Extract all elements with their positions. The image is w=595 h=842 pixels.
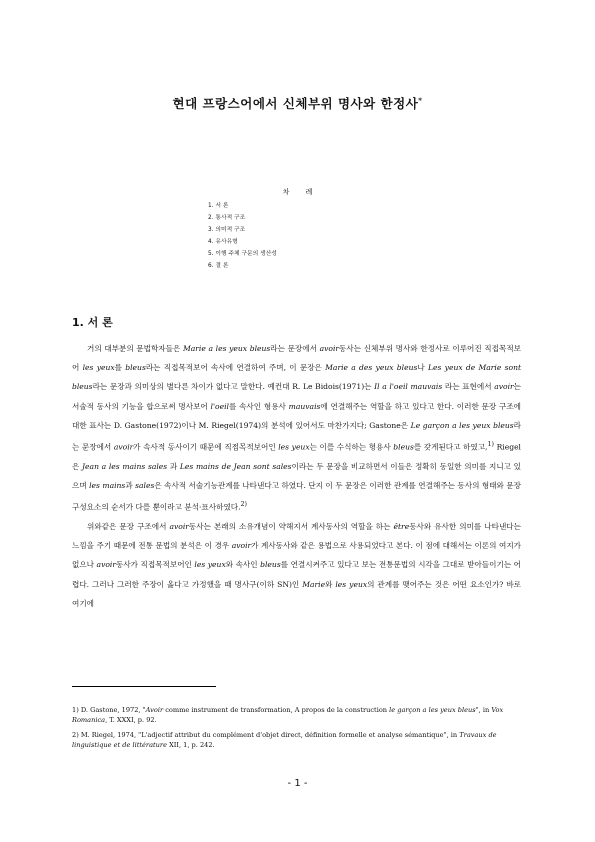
toc-item: 5. 이행 주체 구문의 생산성 [208, 251, 277, 258]
paper-title: 현대 프랑스어에서 신체부위 명사와 한정사* [172, 95, 423, 111]
toc-heading: 차 례 [282, 188, 313, 196]
toc-item: 4. 유사유형 [208, 239, 238, 246]
paragraph-2: 위와같은 문장 구조에서 avoir동사는 본래의 소유개념이 약해지서 계사동사의 역할을 하는 être동사와 유사한 의미를 나타낸다는 느낌을 주기 때문에 전통 문법의 분석은 이 경우 avoir가 계사동사와 같은 용법으로 사용되었다고 본다. 이 점에 대해서는 이론의 여지가 없으나 avoir동사가 직접목적보어인 les yeux와 속사인 bleus를 연결시켜주고 있다고 보는 전통문법의 시각을 그대로 받아들이기는 어렵다. 그러나 그러한 주장이 옳다고 가정했을 때 명사구(이하 SN)인 Marie와 les yeux의 관계를 맺어주는 것은 어떤 요소인가? 바로 여기에 [72, 521, 522, 608]
footnote-ref: 1) [487, 441, 494, 449]
table-of-contents [208, 200, 277, 273]
footnote-ref: 2) [240, 501, 248, 509]
section-heading: 1. 서 론 [72, 316, 113, 329]
footnote-divider [72, 686, 216, 687]
body-text [72, 339, 521, 613]
footnote-2: 2) M. Riegel, 1974, "L'adjectif attribut du complément d'objet direct, définition formelle et analyse sémantique", in Travaux de linguistique et de littérature XII, 1, p. 242. [72, 731, 497, 749]
footnote-1: 1) D. Gastone, 1972, "Avoir comme instrument de transformation, A propos de la construction le garçon a les yeux bleus", in Vox Romanica, T. XXXI, p. 92. [72, 706, 504, 724]
paragraph-1: 거의 대부분의 문법학자들은 Marie a les yeux bleus라는 문장에서 avoir동사는 신체부위 명사와 한정사로 이루어진 직접목적보어 les yeux를 bleus라는 직접목적보어 속사에 연결하여 주며, 이 문장은 Marie a des yeux bleus나 Les yeux de Marie sont bleus라는 문장과 의미상의 별다른 차이가 없다고 말한다. 예컨대 R. Le Bidois(1971)는 Il a l'oeil mauvais 라는 표현에서 avoir는 서술적 동사의 기능을 합으로써 명사보어 l'oeil를 속사인 형용사 mauvais에 연결해주는 역할을 하고 있다고 한다. 이러한 문장 구조에 대한 표사는 D. Gastone(1972)이나 M. Riegel(1974)의 분석에 있어서도 마찬가지다; Gastone은 Le garçon a les yeux bleus라는 문장에서 avoir가 속사적 동사이기 때문에 직접목적보어인 les yeux는 이를 수식하는 형용사 bleus를 갖게된다고 하였고,$^{1)}$ Riegel은 Jean a les mains sales 과 Les mains de Jean sont sales이라는 두 문장을 비교하면서 이들은 정확히 동일한 의미를 지니고 있으며 les mains과 sales은 속사적 서술기능관계를 나타낸다고 하였다. 단지 이 두 문장은 이러한 관계를 연결해주는 동사의 형태와 문장 구성요소의 순서가 다를 뿐이라고 분석·표사하였다.$^{2)}$ [72, 344, 522, 512]
toc-item: 2. 통사적 구조 [208, 215, 246, 222]
title-footnote-mark: * [418, 95, 423, 105]
page-number: - 1 - [287, 778, 308, 789]
toc-item: 3. 의미적 구조 [208, 227, 246, 234]
toc-item: 6. 결 론 [208, 263, 229, 270]
toc-item: 1. 서 론 [208, 203, 229, 209]
